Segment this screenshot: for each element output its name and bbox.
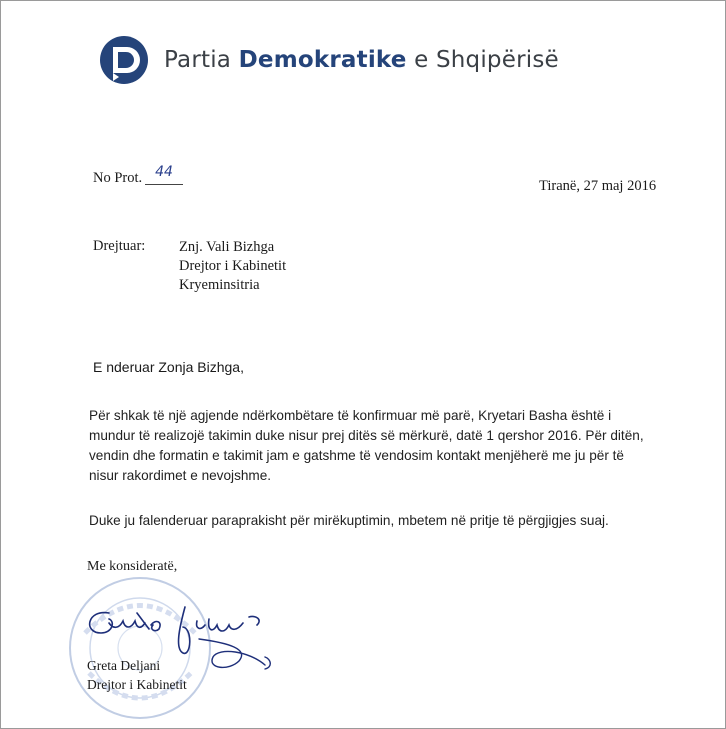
- signer-name: Greta Deljani: [87, 658, 161, 673]
- protocol-label: No Prot.: [93, 170, 143, 186]
- salutation: E nderuar Zonja Bizhga,: [93, 359, 244, 375]
- signer-block: [87, 656, 187, 694]
- party-name-part3: e Shqipërisë: [406, 47, 559, 73]
- letter-date: Tiranë, 27 maj 2016: [539, 178, 657, 194]
- pd-logo-icon: [99, 33, 149, 85]
- body-paragraph-2: Duke ju falenderuar paraprakisht për mirëkuptimin, mbetem në pritje të përgjigjes suaj.: [89, 513, 609, 528]
- address-line-name: Znj. Vali Bizhga: [179, 239, 275, 255]
- address-line-title: Drejtor i Kabinetit: [179, 258, 287, 274]
- signer-title: Drejtor i Kabinetit: [87, 677, 187, 692]
- party-name-part2: Demokratike: [238, 47, 407, 73]
- address-line-org: Kryeminsitria: [179, 277, 260, 293]
- party-name-part1: Partia: [164, 47, 239, 73]
- closing-text: Me konsideratë,: [87, 559, 178, 574]
- address-block: [179, 238, 286, 295]
- protocol-number: 44: [145, 164, 183, 185]
- address-label: Drejtuar:: [93, 238, 146, 254]
- party-name: [164, 47, 559, 73]
- body-paragraph-1: Për shkak të një agjende ndërkombëtare të konfirmuar më parë, Kryetari Basha është i mundur të realizojë takimin duke nisur prej ditës së mërkurë, datë 1 qershor 2016. Për ditën, vendin dhe formatin e takimit jam e gatshme të vendosim kontakt menjëherë me ju për të nisur rakordimet e nevojshme.: [89, 408, 644, 483]
